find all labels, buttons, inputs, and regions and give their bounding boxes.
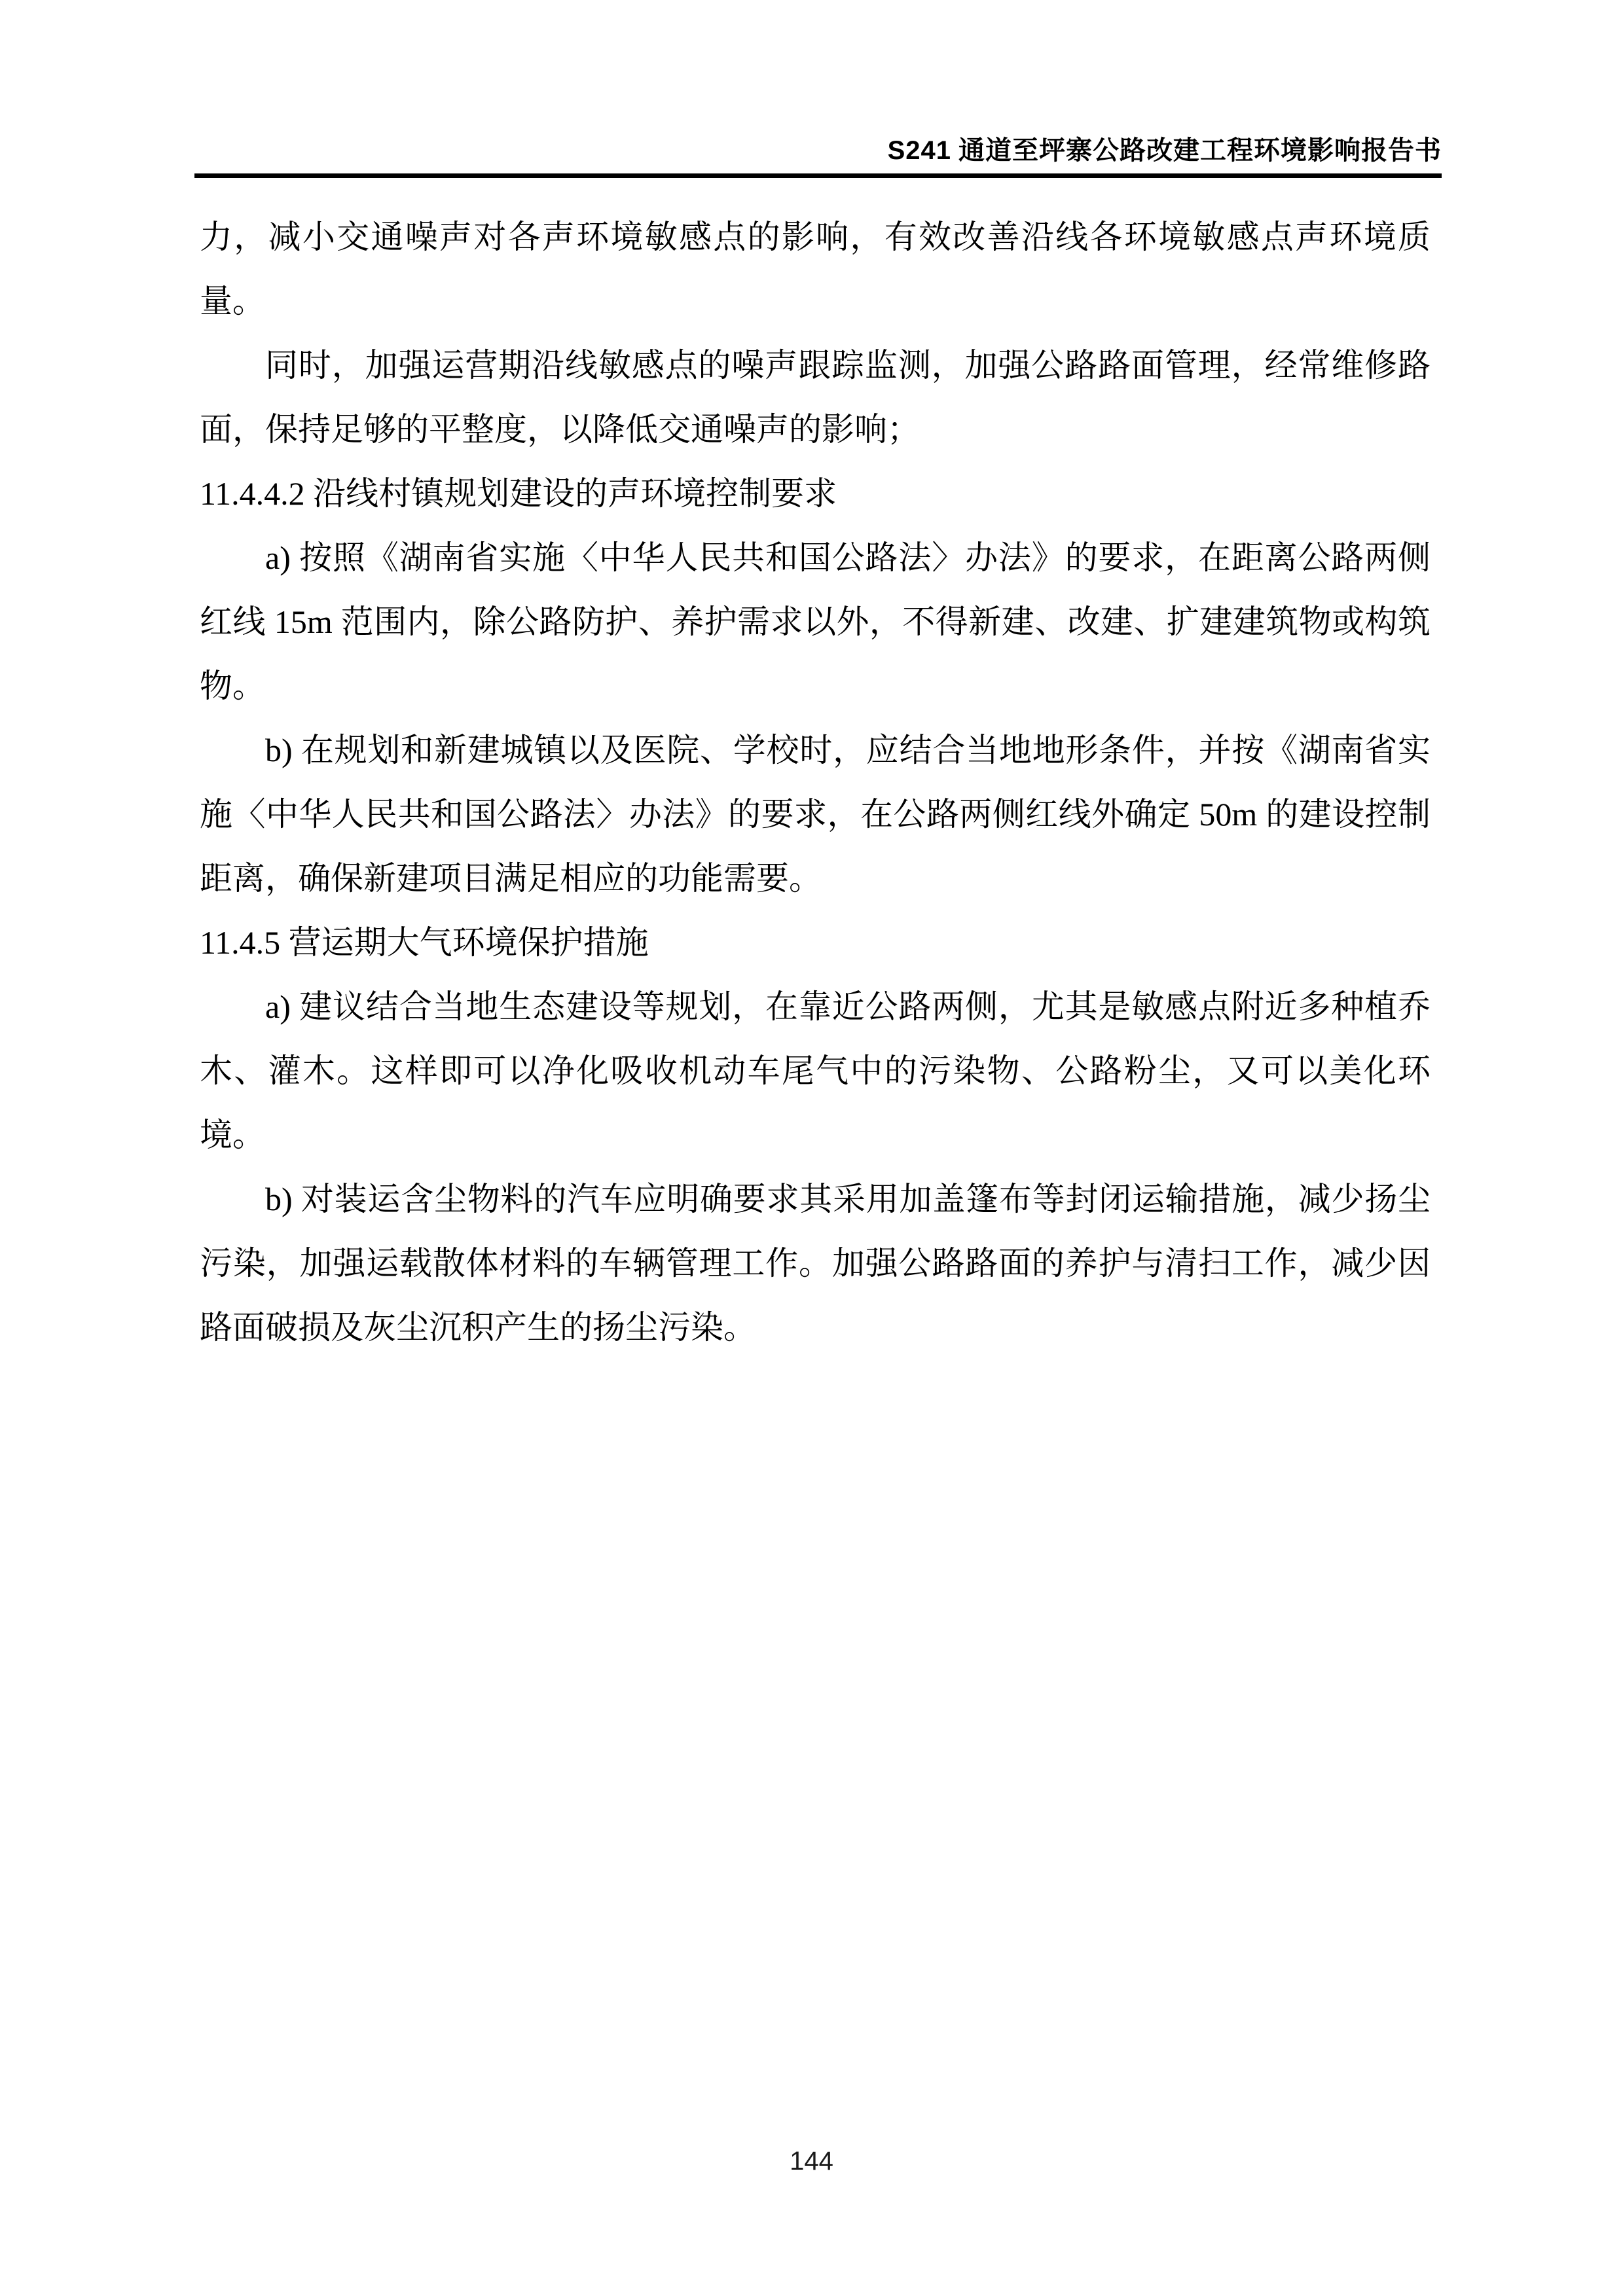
heading-11-4-5: 11.4.5 营运期大气环境保护措施 bbox=[200, 924, 649, 961]
para-item-a-redline-15m: a) 按照《湖南省实施〈中华人民共和国公路法〉办法》的要求，在距离公路两侧红线 15m 范围内，除公路防护、养护需求以外，不得新建、改建、扩建建筑物或构筑物。 bbox=[200, 539, 1431, 704]
para-operation-noise-monitoring: 同时，加强运营期沿线敏感点的噪声跟踪监测，加强公路路面管理，经常维修路面，保持足够的平整度，以降低交通噪声的影响； bbox=[200, 347, 1431, 448]
heading-11-4-4-2: 11.4.4.2 沿线村镇规划建设的声环境控制要求 bbox=[200, 475, 837, 512]
para-item-a-greening: a) 建议结合当地生态建设等规划，在靠近公路两侧，尤其是敏感点附近多种植乔木、灌木。这样即可以净化吸收机动车尾气中的污染物、公路粉尘，又可以美化环境。 bbox=[200, 988, 1431, 1153]
page-header bbox=[194, 134, 1442, 178]
document-body bbox=[200, 205, 1431, 1359]
para-item-b-dust-control: b) 对装运含尘物料的汽车应明确要求其采用加盖篷布等封闭运输措施，减少扬尘污染，加强运载散体材料的车辆管理工作。加强公路路面的养护与清扫工作，减少因路面破损及灰尘沉积产生的扬尘污染。 bbox=[200, 1181, 1431, 1346]
header-title-text: 通道至坪寨公路改建工程环境影响报告书 bbox=[958, 135, 1442, 165]
page-footer bbox=[0, 2145, 1623, 2177]
header-title-code: S241 bbox=[887, 136, 951, 165]
header-title bbox=[194, 134, 1442, 168]
header-rule bbox=[194, 173, 1442, 178]
page-number: 144 bbox=[790, 2147, 833, 2176]
para-noise-continuation: 力，减小交通噪声对各声环境敏感点的影响，有效改善沿线各环境敏感点声环境质量。 bbox=[200, 219, 1431, 319]
para-item-b-50m-control: b) 在规划和新建城镇以及医院、学校时，应结合当地地形条件，并按《湖南省实施〈中华人民共和国公路法〉办法》的要求，在公路两侧红线外确定 50m 的建设控制距离，确保新建项目满足相应的功能需要。 bbox=[200, 732, 1431, 897]
